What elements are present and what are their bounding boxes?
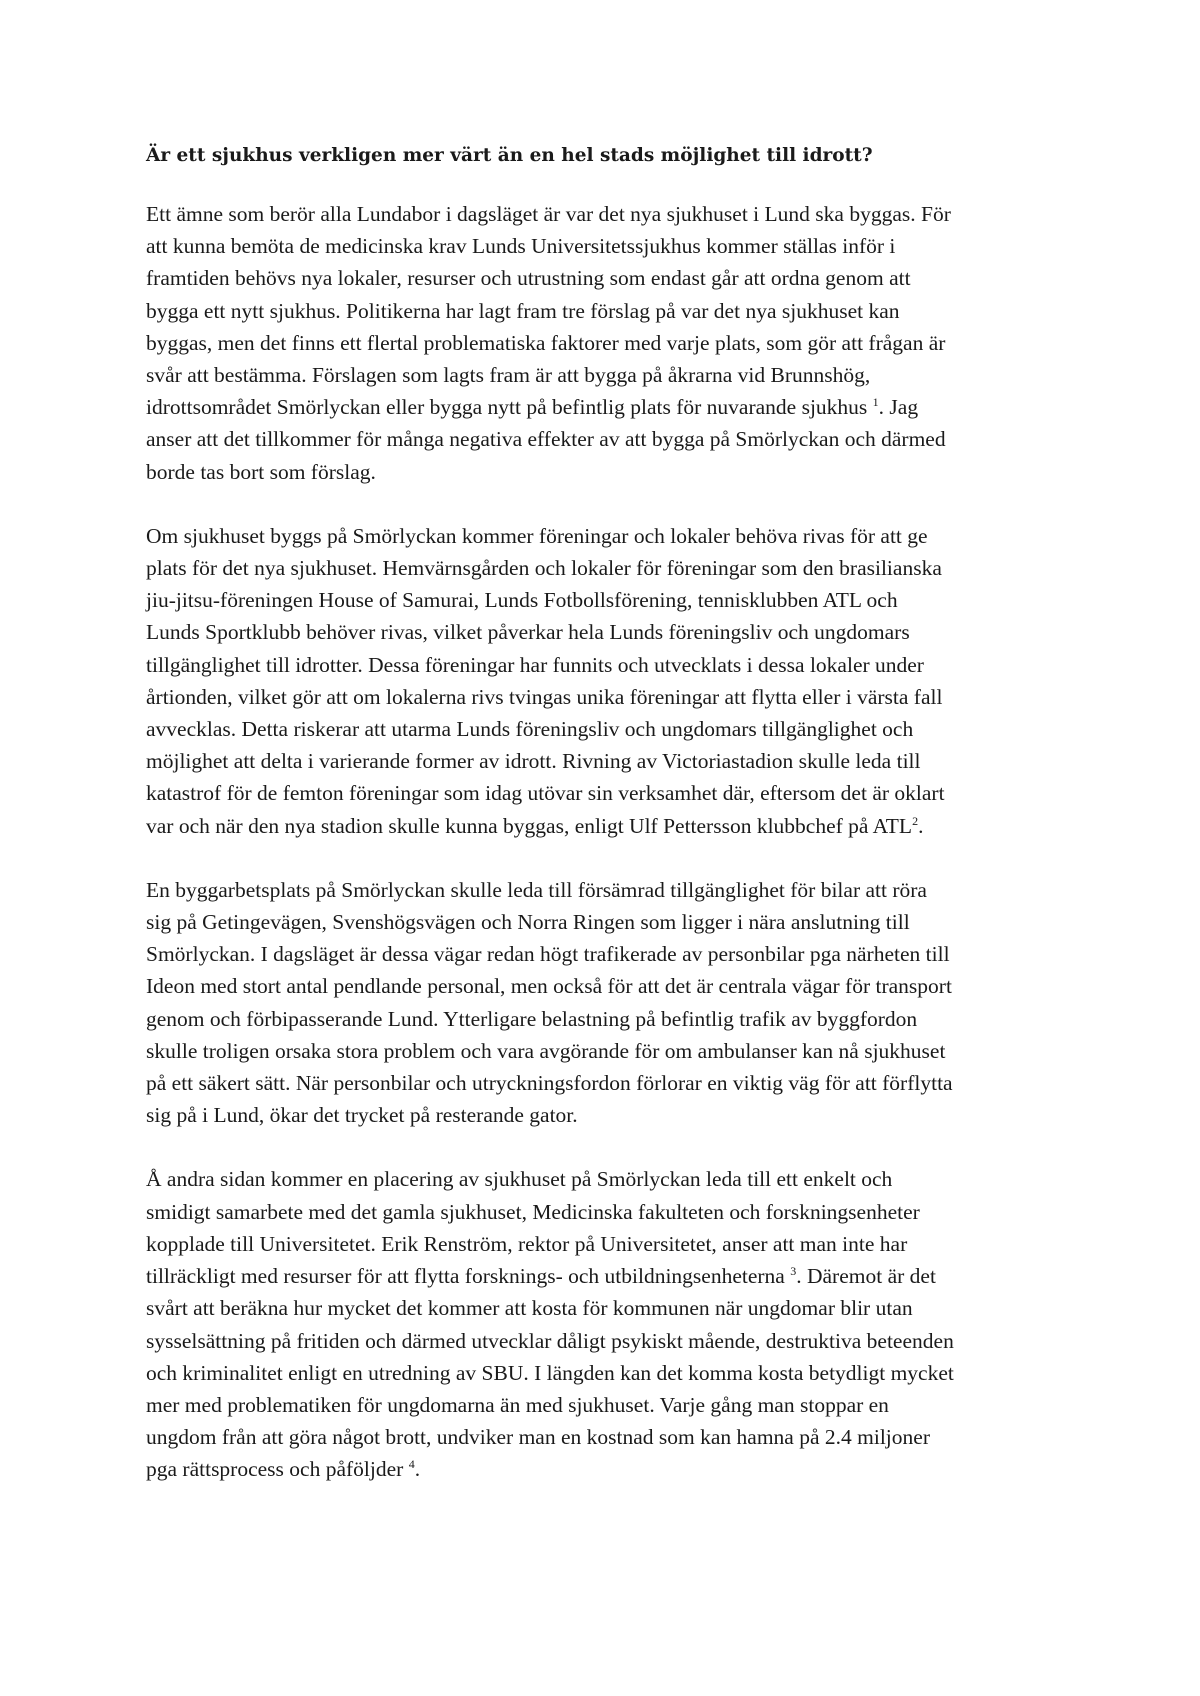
paragraph-line: anser att det tillkommer för många negativa effekter av att bygga på Smörlyckan och därmed [146,427,946,452]
document-body [146,140,1066,1518]
paragraph-line-text: pga rättsprocess och påföljder [146,1457,404,1482]
paragraph-line: byggas, men det finns ett flertal problematiska faktorer med varje plats, som gör att frågan är [146,330,946,355]
paragraph-2 [146,520,1066,842]
paragraph-4 [146,1163,1066,1485]
paragraph-line: möjlighet att delta i varierande former av idrott. Rivning av Victoriastadion skulle leda till [146,749,921,774]
document-title: Är ett sjukhus verkligen mer värt än en hel stads möjlighet till idrott? [146,145,873,166]
footnote-ref-4: 4 [408,1457,415,1472]
paragraph-line: ungdom från att göra något brott, undviker man en kostnad som kan hamna på 2.4 miljoner [146,1425,930,1450]
paragraph-line: att kunna bemöta de medicinska krav Lunds Universitetssjukhus kommer ställas inför i [146,234,896,259]
paragraph-line: Om sjukhuset byggs på Smörlyckan kommer föreningar och lokaler behöva rivas för att ge [146,523,928,548]
paragraph-line-with-footnote [146,1453,1066,1485]
paragraph-line: svår att bestämma. Förslagen som lagts fram är att bygga på åkrarna vid Brunnshög, [146,363,871,388]
footnote-trailing-text: . Jag [878,395,919,420]
footnote-trailing-text: . [918,813,924,838]
paragraph-line: genom och förbipasserande Lund. Ytterligare belastning på befintlig trafik av byggfordon [146,1006,918,1031]
paragraph-line: skulle troligen orsaka stora problem och vara avgörande för om ambulanser kan nå sjukhuset [146,1038,946,1063]
paragraph-line: Lunds Sportklubb behöver rivas, vilket påverkar hela Lunds föreningsliv och ungdomars [146,620,910,645]
paragraph-line: Smörlyckan. I dagsläget är dessa vägar redan högt trafikerade av personbilar pga närheten till [146,942,950,967]
footnote-ref-3: 3 [790,1263,797,1278]
paragraph-line: katastrof för de femton föreningar som idag utövar sin verksamhet där, eftersom det är oklart [146,781,945,806]
paragraph-line: svårt att beräkna hur mycket det kommer att kosta för kommunen när ungdomar blir utan [146,1296,913,1321]
paragraph-line: plats för det nya sjukhuset. Hemvärnsgården och lokaler för föreningar som den brasilianska [146,556,942,581]
paragraph-line: årtionden, vilket gör att om lokalerna rivs tvingas unika föreningar att flytta eller i värsta fall [146,684,943,709]
paragraph-line: kopplade till Universitetet. Erik Renström, rektor på Universitetet, anser att man inte har [146,1231,908,1256]
paragraph-line: Ideon med stort antal pendlande personal, men också för att det är centrala vägar för transport [146,974,952,999]
paragraph-line-with-footnote [146,810,1066,842]
paragraph-line-text: tillräckligt med resurser för att flytta forsknings- och utbildningsenheterna [146,1264,785,1289]
paragraph-line: sysselsättning på fritiden och därmed utvecklar dåligt psykiskt mående, destruktiva beteenden [146,1328,954,1353]
paragraph-line: smidigt samarbete med det gamla sjukhuset, Medicinska fakulteten och forskningsenheter [146,1199,920,1224]
paragraph-line: sig på Getingevägen, Svenshögsvägen och Norra Ringen som ligger i nära anslutning till [146,910,910,935]
footnote-ref-1: 1 [872,395,879,410]
paragraph-line-text: var och när den nya stadion skulle kunna byggas, enligt Ulf Pettersson klubbchef på ATL [146,813,913,838]
paragraph-line: mer med problematiken för ungdomarna än med sjukhuset. Varje gång man stoppar en [146,1392,889,1417]
paragraph-line: En byggarbetsplats på Smörlyckan skulle leda till försämrad tillgänglighet för bilar att röra [146,877,927,902]
paragraph-line: sig på i Lund, ökar det trycket på resterande gator. [146,1103,578,1128]
paragraph-1 [146,198,1066,488]
paragraph-line: Ett ämne som berör alla Lundabor i dagsläget är var det nya sjukhuset i Lund ska byggas. För [146,202,951,226]
paragraph-line: avvecklas. Detta riskerar att utarma Lunds föreningsliv och ungdomars tillgänglighet och [146,717,914,742]
paragraph-3 [146,874,1066,1132]
paragraph-line: jiu-jitsu-föreningen House of Samurai, Lunds Fotbollsförening, tennisklubben ATL och [146,588,898,613]
footnote-trailing-text: . Däremot är det [796,1264,936,1289]
paragraph-line: och kriminalitet enligt en utredning av SBU. I längden kan det komma kosta betydligt mycket [146,1360,954,1385]
paragraph-line-with-footnote [146,391,1066,423]
footnote-trailing-text: . [414,1457,421,1482]
paragraph-line-with-footnote [146,1260,1066,1292]
paragraph-line: borde tas bort som förslag. [146,459,376,484]
paragraph-line: bygga ett nytt sjukhus. Politikerna har lagt fram tre förslag på var det nya sjukhuset kan [146,298,900,323]
paragraph-line: tillgänglighet till idrotter. Dessa föreningar har funnits och utvecklats i dessa lokaler under [146,652,924,677]
paragraph-line: på ett säkert sätt. När personbilar och utryckningsfordon förlorar en viktig väg för att förflytta [146,1071,953,1096]
paragraph-line: Å andra sidan kommer en placering av sjukhuset på Smörlyckan leda till ett enkelt och [146,1167,893,1192]
footnote-ref-2: 2 [912,813,919,828]
paragraph-line-text: idrottsområdet Smörlyckan eller bygga nytt på befintlig plats för nuvarande sjukhus [146,395,868,420]
paragraph-line: framtiden behövs nya lokaler, resurser och utrustning som endast går att ordna genom att [146,266,911,291]
